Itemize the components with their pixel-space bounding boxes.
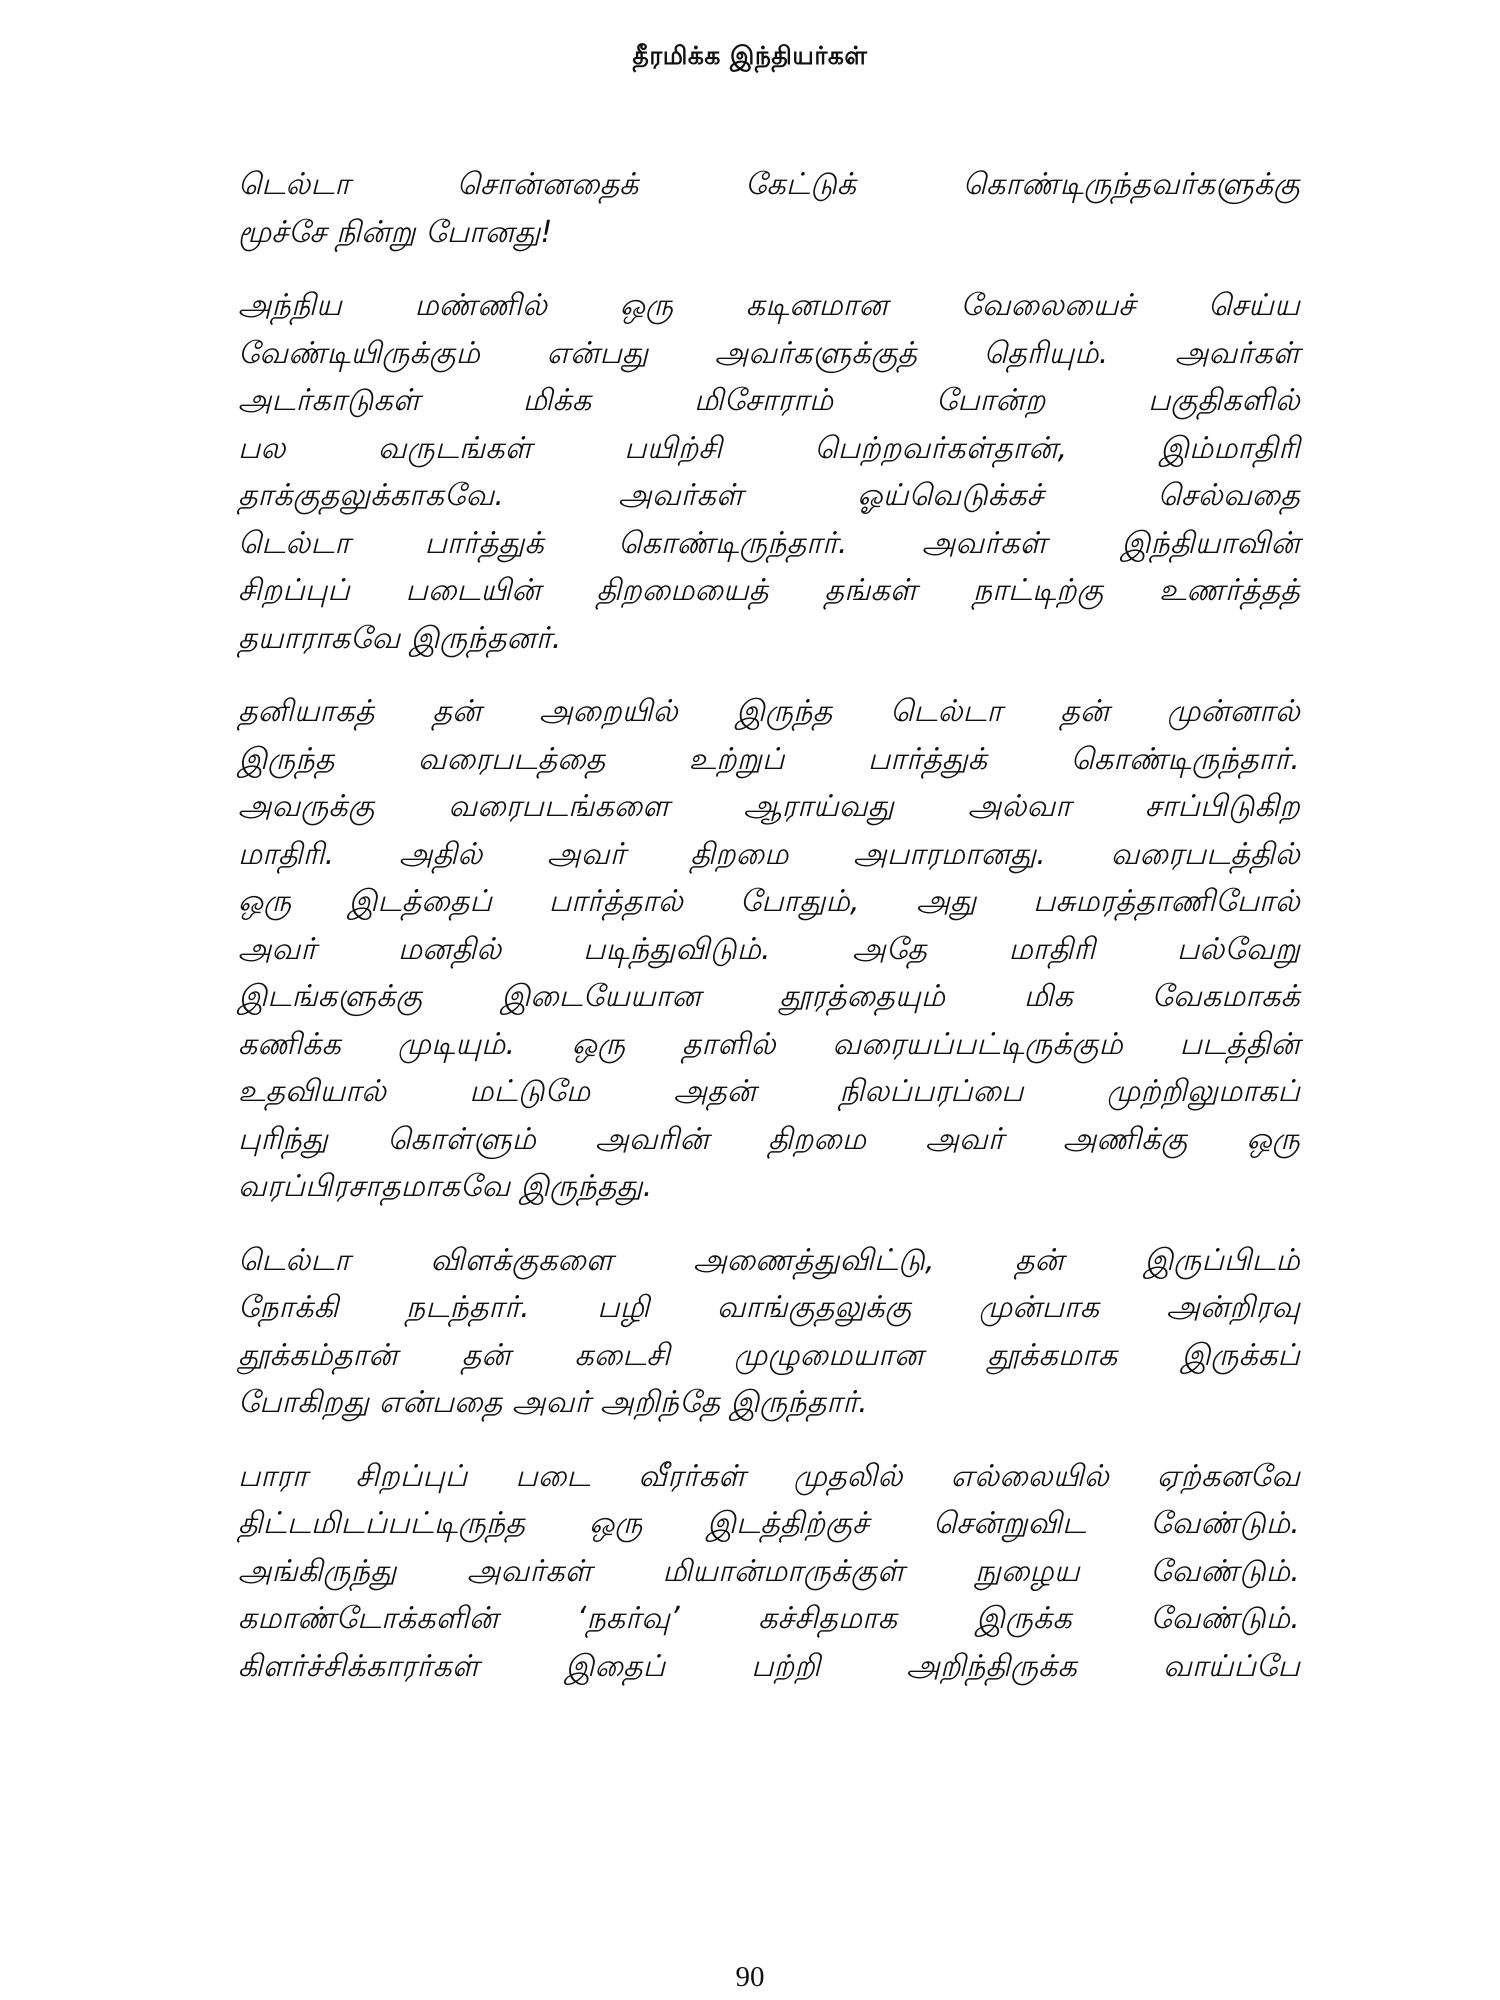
text-line: தாக்குதலுக்காகவே. அவர்கள் ஓய்வெடுக்கச் செல்வதை [238, 478, 1300, 513]
text-line: மூச்சே நின்று போனது! [238, 214, 553, 250]
paragraph [238, 1237, 1300, 1427]
page-number: 90 [735, 1961, 765, 1993]
paragraph [238, 282, 1300, 662]
text-line: ஒரு இடத்தைப் பார்த்தால் போதும், அது பசுமரத்தாணிபோல் [238, 884, 1300, 919]
paragraph [238, 1453, 1300, 1691]
text-line: திட்டமிடப்பட்டிருந்த ஒரு இடத்திற்குச் சென்றுவிட வேண்டும். [238, 1506, 1300, 1541]
text-line: பல வருடங்கள் பயிற்சி பெற்றவர்கள்தான், இம்மாதிரி [238, 430, 1300, 466]
text-line: சிறப்புப் படையின் திறமையைத் தங்கள் நாட்டிற்கு உணர்த்தத் [238, 573, 1300, 608]
text-line: வேண்டியிருக்கும் என்பது அவர்களுக்குத் தெரியும். அவர்கள் [238, 335, 1300, 371]
text-line: தயாராகவே இருந்தனர். [238, 620, 562, 656]
text-line: டெல்டா பார்த்துக் கொண்டிருந்தார். அவர்கள் இந்தியாவின் [238, 525, 1300, 561]
text-line: அங்கிருந்து அவர்கள் மியான்மாருக்குள் நுழைய வேண்டும். [238, 1553, 1300, 1589]
text-line: அடர்காடுகள் மிக்க மிசோராம் போன்ற பகுதிகளில் [238, 383, 1300, 418]
text-line: தூக்கம்தான் தன் கடைசி முழுமையான தூக்கமாக இருக்கப் [238, 1337, 1300, 1373]
text-line: கமாண்டோக்களின் ‘நகர்வு’ கச்சிதமாக இருக்க வேண்டும். [238, 1601, 1300, 1636]
text-line: கணிக்க முடியும். ஒரு தாளில் வரையப்பட்டிருக்கும் படத்தின் [238, 1026, 1300, 1062]
text-line: டெல்டா விளக்குகளை அணைத்துவிட்டு, தன் இருப்பிடம் [238, 1242, 1300, 1278]
text-line: அந்நிய மண்ணில் ஒரு கடினமான வேலையைச் செய்ய [238, 288, 1300, 323]
text-line: கிளர்ச்சிக்காரர்கள் இதைப் பற்றி அறிந்திருக்க வாய்ப்பே [238, 1648, 1300, 1684]
text-line: அவருக்கு வரைபடங்களை ஆராய்வது அல்வா சாப்பிடுகிற [238, 789, 1300, 824]
text-line: டெல்டா சொன்னதைக் கேட்டுக் கொண்டிருந்தவர்களுக்கு [238, 167, 1300, 202]
text-line: இருந்த வரைபடத்தை உற்றுப் பார்த்துக் கொண்டிருந்தார். [238, 741, 1300, 777]
text-line: உதவியால் மட்டுமே அதன் நிலப்பரப்பை முற்றிலுமாகப் [238, 1074, 1300, 1109]
body-text [238, 161, 1300, 1690]
text-line: புரிந்து கொள்ளும் அவரின் திறமை அவர் அணிக்கு ஒரு [238, 1121, 1300, 1157]
text-line: அவர் மனதில் படிந்துவிடும். அதே மாதிரி பல்வேறு [238, 931, 1300, 967]
text-line: பாரா சிறப்புப் படை வீரர்கள் முதலில் எல்லையில் ஏற்கனவே [238, 1458, 1300, 1494]
text-line: நோக்கி நடந்தார். பழி வாங்குதலுக்கு முன்பாக அன்றிரவு [238, 1290, 1300, 1325]
paragraph [238, 688, 1300, 1211]
text-line: இடங்களுக்கு இடையேயான தூரத்தையும் மிக வேகமாகக் [238, 979, 1300, 1014]
text-line: போகிறது என்பதை அவர் அறிந்தே இருந்தார். [238, 1385, 868, 1420]
running-header-title: தீரமிக்க இந்தியர்கள் [632, 41, 868, 70]
text-line: தனியாகத் தன் அறையில் இருந்த டெல்டா தன் முன்னால் [238, 694, 1300, 729]
text-line: வரப்பிரசாதமாகவே இருந்தது. [238, 1169, 653, 1204]
paragraph [238, 161, 1300, 256]
text-line: மாதிரி. அதில் அவர் திறமை அபாரமானது. வரைபடத்தில் [238, 836, 1300, 872]
